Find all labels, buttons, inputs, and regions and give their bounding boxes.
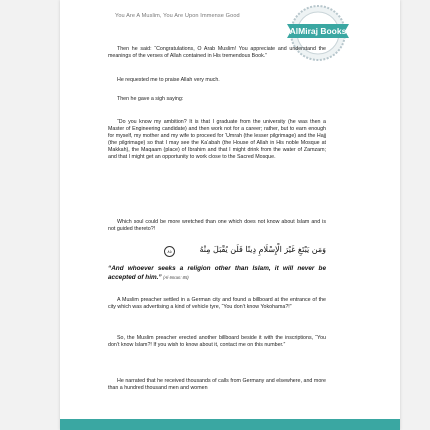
paragraph-4: “Do you know my ambition? It is that I graduate from the university (he was then a Master of Engineering candidate) and then work not for a career; rather, but to earn enough for myself, my mother and my wife to proceed for ‘Umrah (the lesser pilgrimage) and the Hajj (the pilgrimage) so that I may see the Ka‘abah (the House of Allah in His noble Mosque at Makkah), the Maqaam (place) of Ibrahim and that I might drink from the water of Zamzam; and that I might get an opportunity to work close to the Sacred Mosque. [108, 119, 326, 161]
paragraph-5: Which soul could be more wretched than one which does not know about Islam and is not guided thereto?! [108, 219, 326, 233]
verse-translation: “And whoever seeks a religion other than Islam, it will never be accepted of him.” [108, 265, 326, 281]
paragraph-2: He requested me to praise Allah very much. [117, 77, 220, 83]
paragraph-8: He narrated that he received thousands of calls from Germany and elsewhere, and more than a hundred thousand men and women [108, 378, 326, 392]
page-accent-band [60, 419, 400, 430]
paragraph-7: So, the Muslim preacher erected another billboard beside it with the inscriptions, “You don’t know Islam?! If you wish to know about it, contact me on this number.” [108, 335, 326, 349]
verse-reference: (Al-Imran: 85) [163, 274, 189, 280]
paragraph-6: A Muslim preacher settled in a German city and found a billboard at the entrance of the city which was advertising a kind of vehicle tyre, “You don’t know Yokohama?!” [108, 297, 326, 311]
verse-translation-block [108, 265, 326, 282]
quran-verse-arabic: وَمَن يَبْتَغِ غَيْرَ الْإِسْلَامِ دِينًا فَلَن يُقْبَلَ مِنْهُ [199, 245, 326, 254]
running-head: You Are A Muslim, You Are Upon Immense Good [115, 13, 240, 19]
paragraph-3: Then he gave a sigh saying: [117, 96, 184, 102]
badge-text: AlMiraj Books [289, 26, 347, 36]
ayah-number-marker: ٨٥ [164, 246, 175, 257]
paragraph-1: Then he said: “Congratulations, O Arab Muslim! You appreciate and understand the meanings of the verses of Allah contained in His tremendous Book.” [108, 46, 326, 60]
